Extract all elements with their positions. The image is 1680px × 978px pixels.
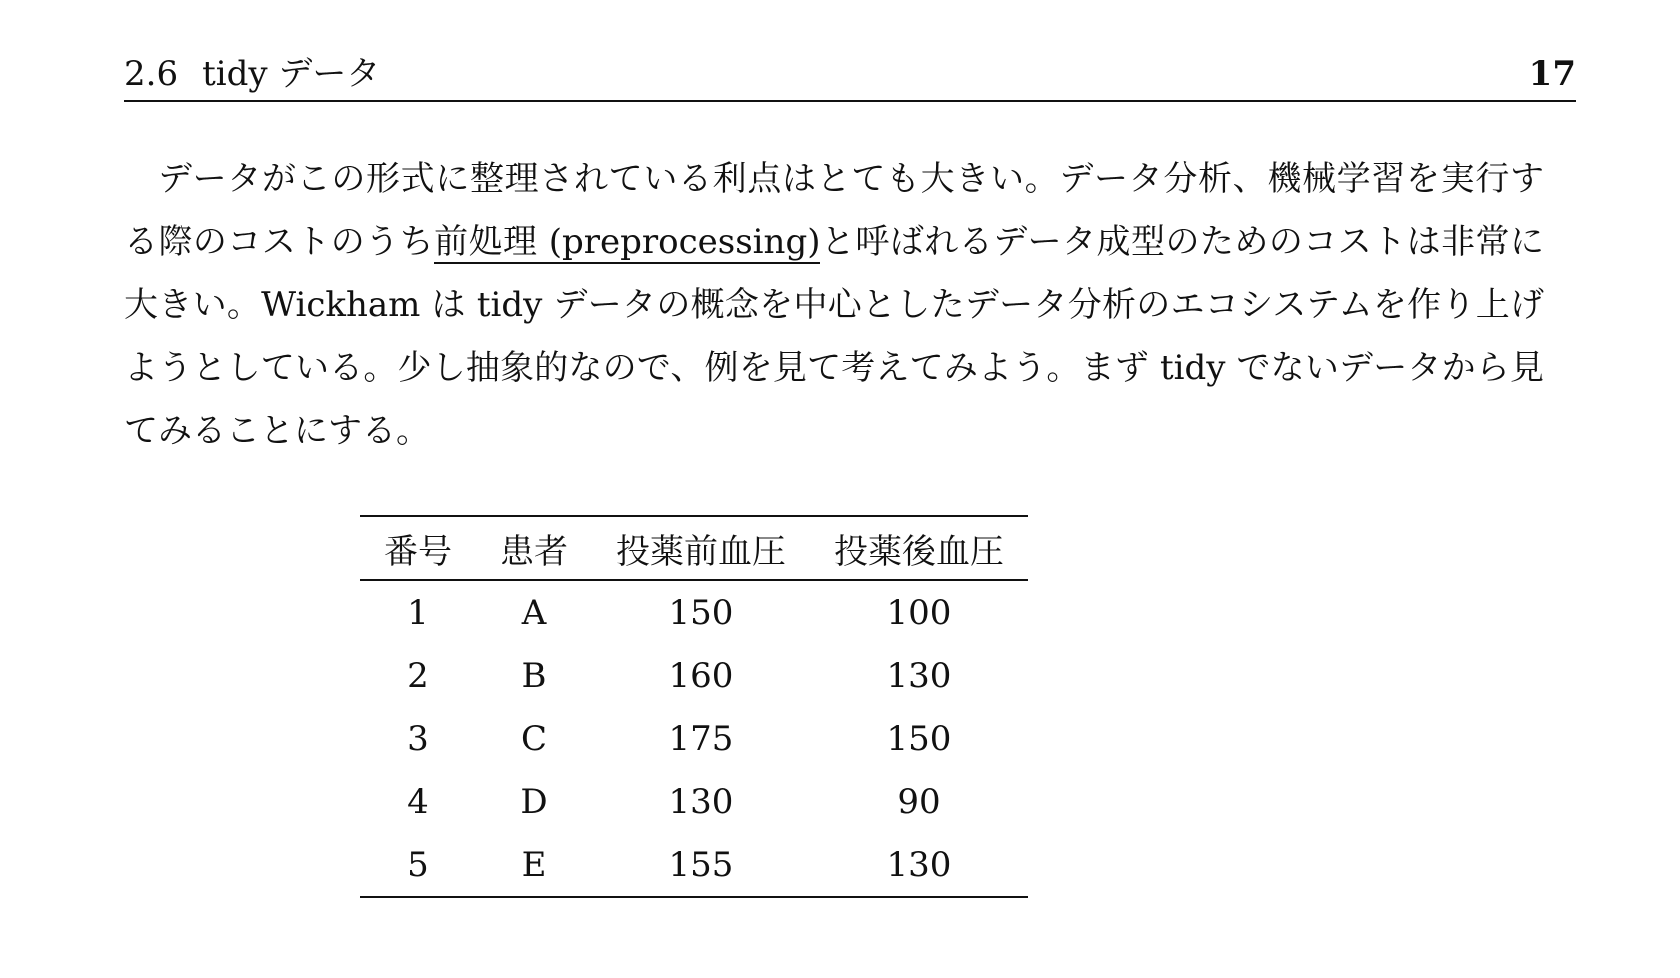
running-header	[124, 48, 1576, 102]
table-cell: 150	[886, 718, 952, 759]
table-cell: 5	[360, 833, 476, 897]
table-cell: C	[520, 718, 547, 759]
table-row	[360, 833, 1028, 897]
table-row	[360, 580, 1028, 644]
table-cell: B	[521, 655, 547, 696]
column-header-number: 番号	[360, 516, 476, 580]
page-number: 17	[1528, 54, 1576, 94]
table-cell: E	[476, 833, 592, 897]
section-title: tidy データ	[202, 54, 381, 94]
table-cell: 2	[407, 655, 429, 696]
body-paragraph	[124, 148, 1544, 463]
column-header-before: 投薬前血圧	[592, 516, 810, 580]
table-row	[360, 644, 1028, 707]
paragraph-text-before: データがこの形式に整理されている利点はとても大きい。データ分析、機械学習を実行する際のコストのうち	[124, 159, 1544, 262]
table-container	[360, 515, 1028, 898]
column-header-patient: 患者	[476, 516, 592, 580]
table-cell: 130	[810, 833, 1028, 897]
table-cell: 100	[886, 592, 952, 633]
section-number: 2.6	[124, 54, 179, 94]
paragraph-text-after: と呼ばれるデータ成型のためのコストは非常に大きい。Wickham は tidy データの概念を中心としたデータ分析のエコシステムを作り上げようとしている。少し抽象的なので、例を見て考えてみよう。まず tidy でないデータから見てみることにする。	[124, 222, 1545, 451]
table-row	[360, 707, 1028, 770]
underlined-term: 前処理 (preprocessing)	[434, 222, 821, 262]
table-cell: 130	[668, 781, 734, 822]
section-heading	[124, 48, 380, 100]
table-row	[360, 770, 1028, 833]
document-page	[124, 48, 1576, 497]
table-cell: D	[520, 781, 548, 822]
table-header-row	[360, 516, 1028, 580]
table-cell: 4	[407, 781, 429, 822]
table-cell: 1	[407, 592, 429, 633]
table-cell: 150	[668, 592, 734, 633]
table-cell: 160	[668, 655, 734, 696]
column-header-after: 投薬後血圧	[810, 516, 1028, 580]
blood-pressure-table	[360, 515, 1028, 898]
table-cell: 3	[407, 718, 429, 759]
table-cell: 90	[897, 781, 941, 822]
table-cell: A	[521, 592, 547, 633]
table-cell: 175	[668, 718, 734, 759]
table-cell: 130	[886, 655, 952, 696]
table-cell: 155	[592, 833, 810, 897]
